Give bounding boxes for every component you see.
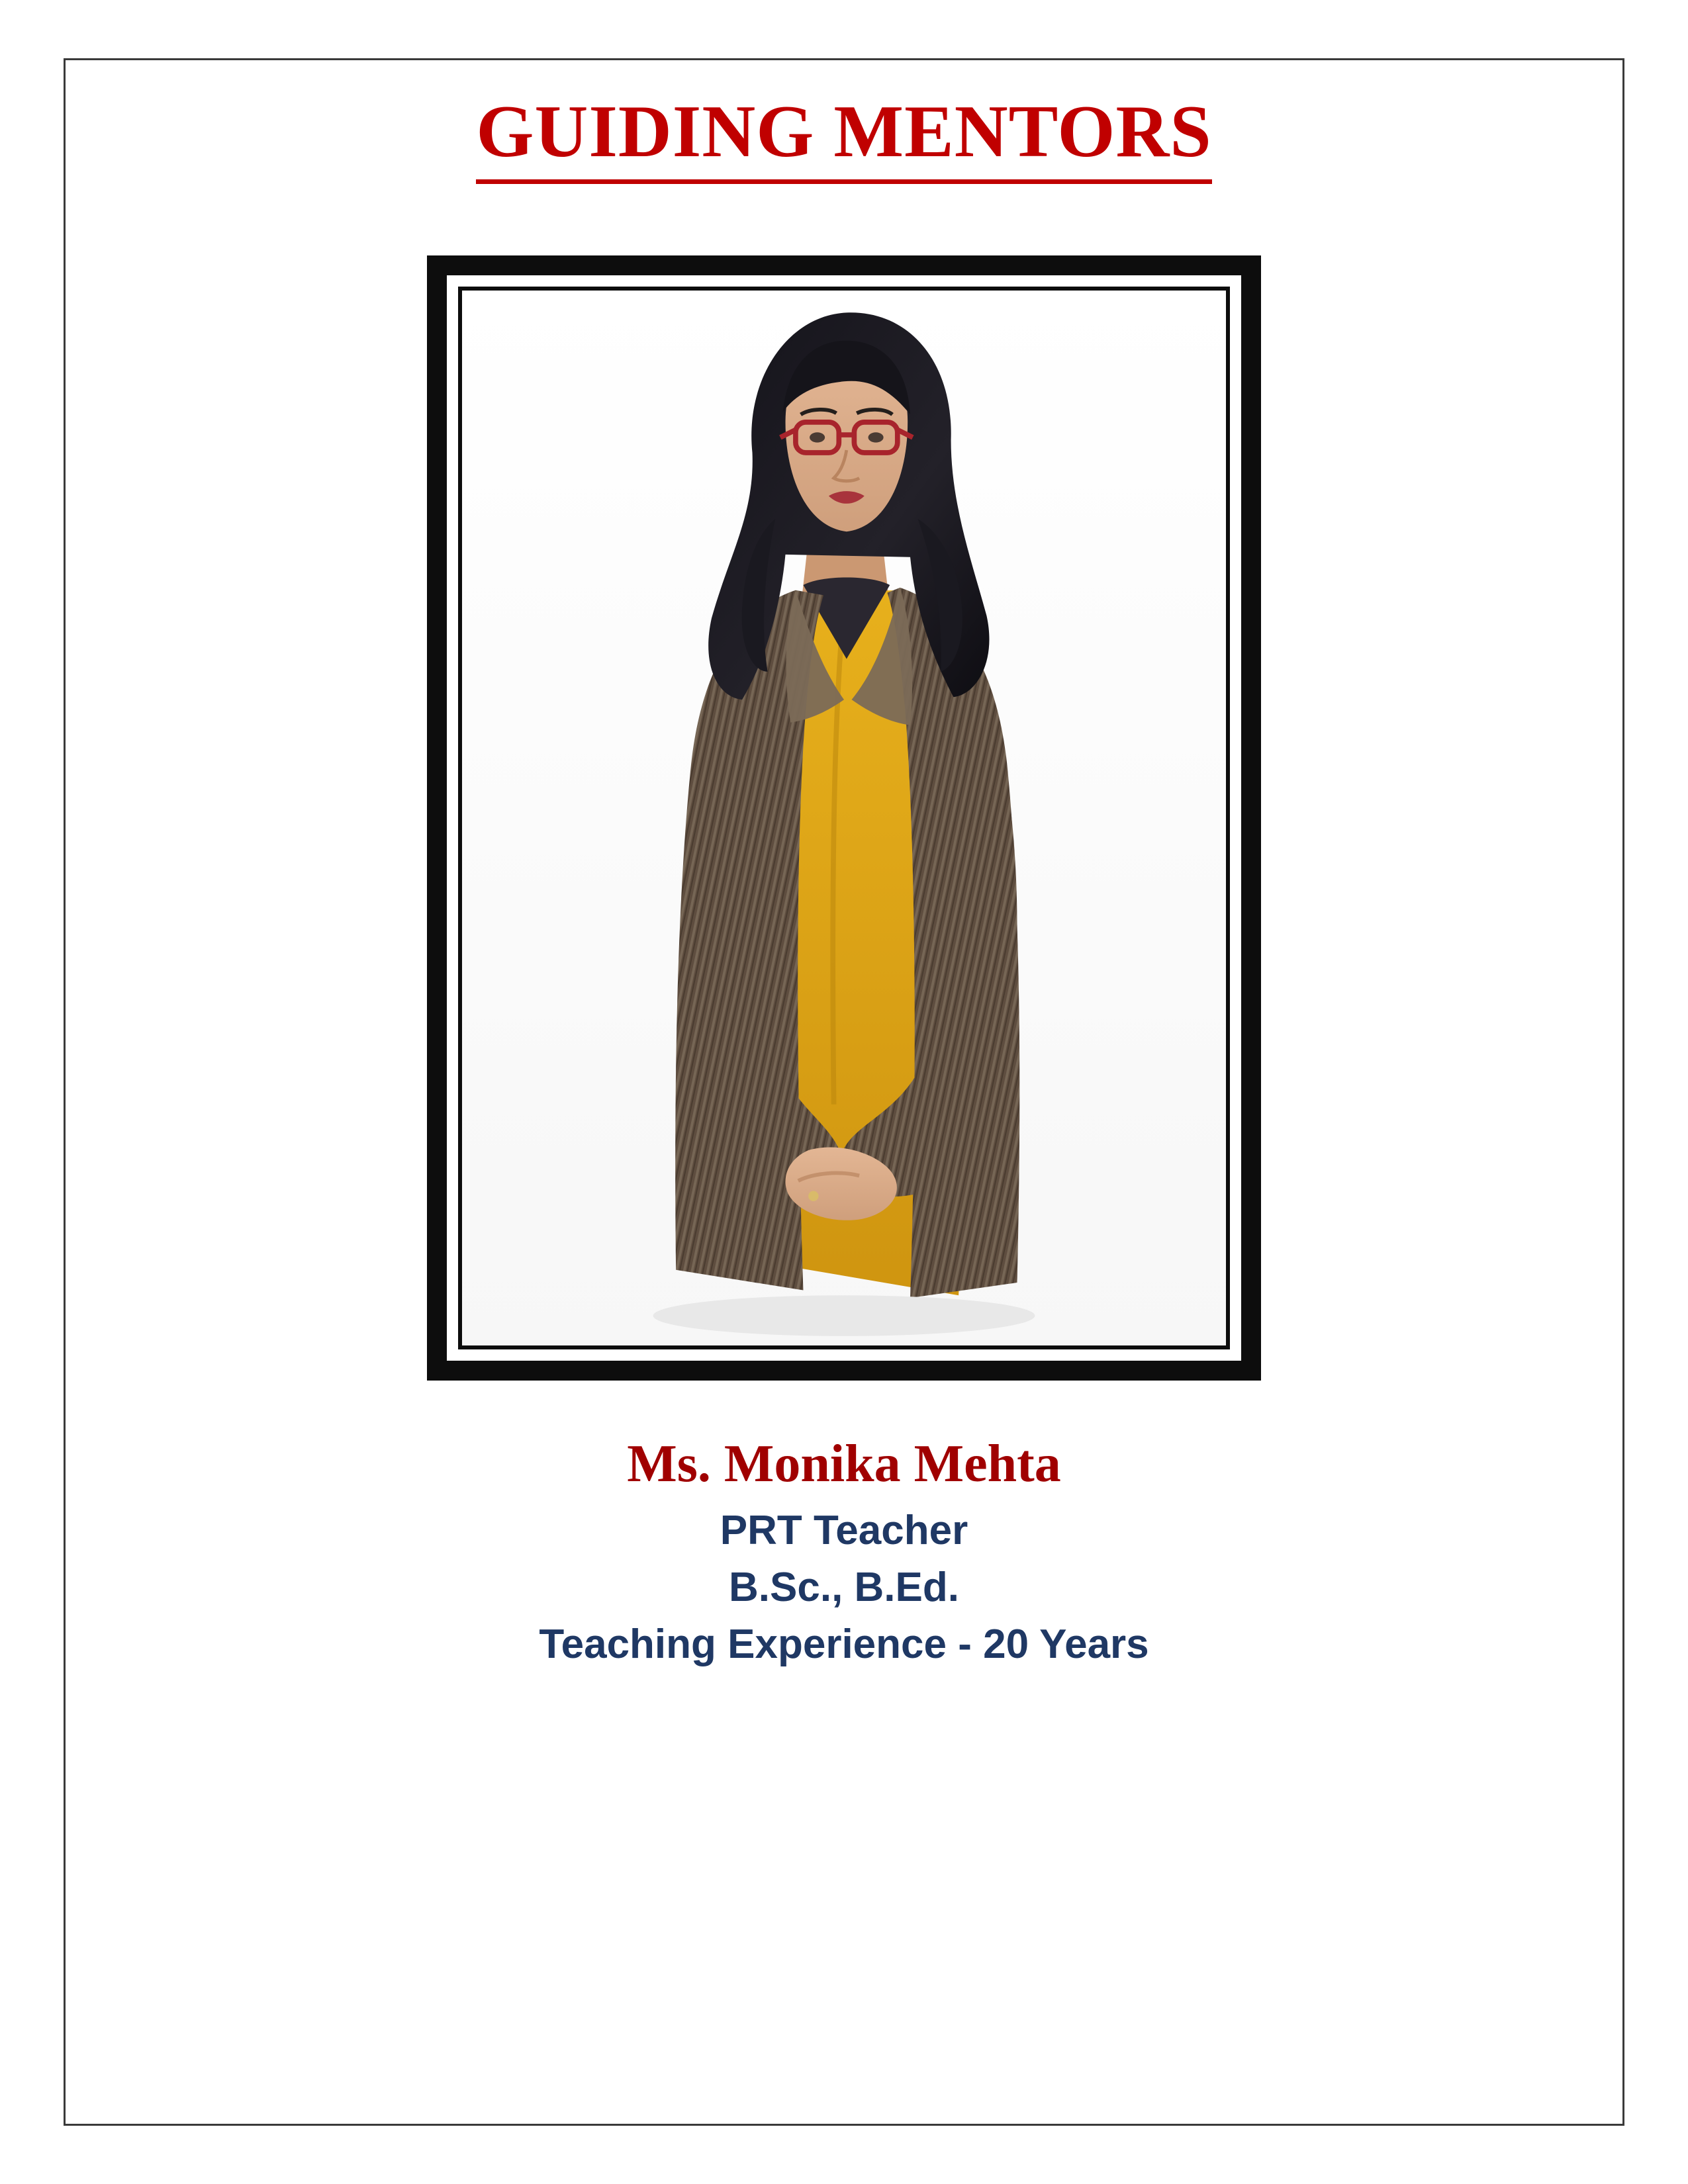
teacher-details [64,1504,1624,1671]
teacher-designation: PRT Teacher [720,1508,968,1554]
frame-inner-mount [447,275,1241,1361]
caption-block [64,1431,1624,1671]
page-title [64,91,1624,184]
page-content [64,58,1624,2126]
teacher-name: Ms. Monika Mehta [627,1435,1061,1494]
teacher-experience: Teaching Experience - 20 Years [539,1621,1149,1667]
page-title-text: GUIDING MENTORS [476,91,1211,184]
frame-outer-border [427,255,1261,1381]
frame-mat [458,287,1230,1349]
teacher-qualification: B.Sc., B.Ed. [729,1565,959,1611]
portrait-frame [427,255,1261,1381]
teacher-portrait-photo [462,291,1226,1345]
